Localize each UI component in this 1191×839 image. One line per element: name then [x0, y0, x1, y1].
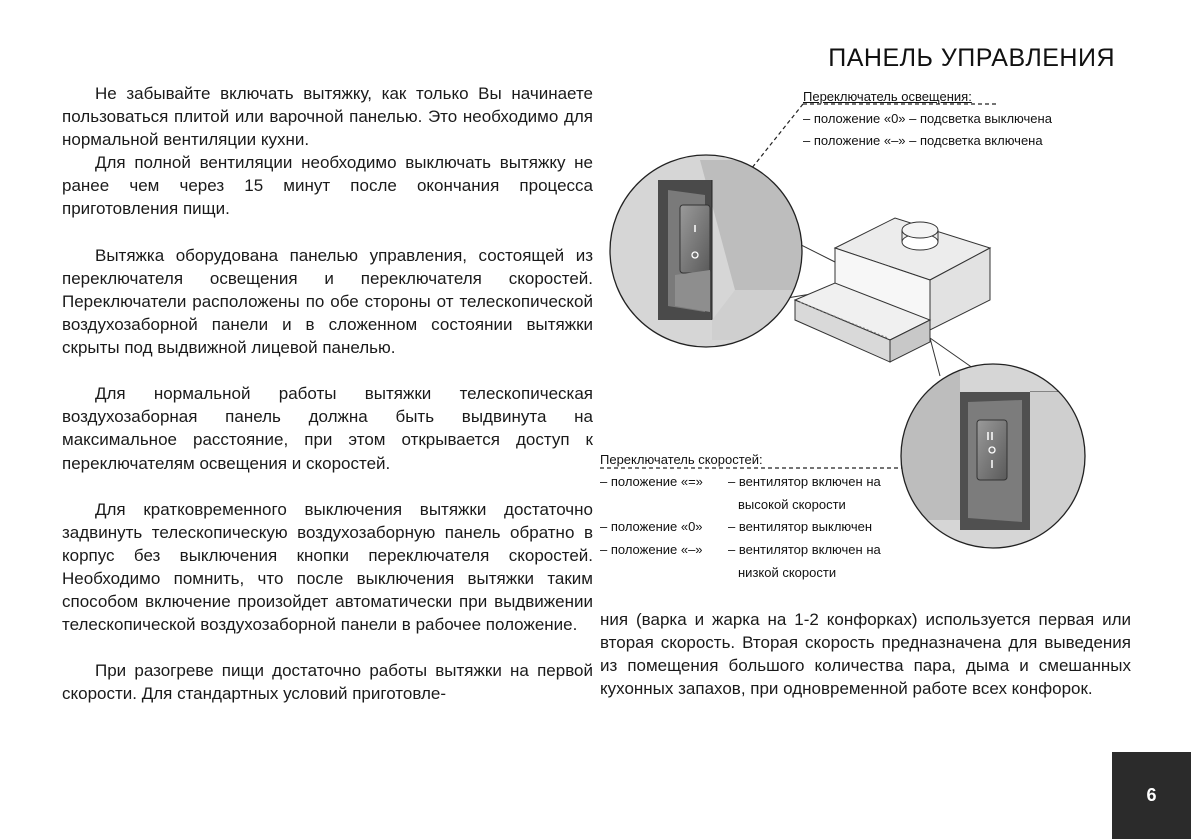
speed-switch-zoom: [895, 360, 1095, 560]
paragraph-1: Не забывайте включать вытяжку, как только Вы начинаете пользоваться плитой или варочной панелью. Это необходимо для нормальной вентиляции кухни.: [62, 84, 593, 150]
paragraph-6: При разогреве пищи достаточно работы вытяжки на первой скорости. Для стандартных условий приготовле-: [62, 661, 593, 704]
speed-row-low: – положение «–» – вентилятор включен на: [600, 542, 881, 557]
light-switch-caption: [803, 86, 1052, 152]
paragraph-5: Для кратковременного выключения вытяжки достаточно задвинуть телескопическую воздухозаборную панель обратно в корпус без выключения кнопки переключателя скоростей. Необходимо помнить, что после выключения вытяжки таким способом включение произойдет автоматически при выдвижении телескопической воздухозаборной панели в рабочее положение.: [62, 499, 593, 635]
paragraph-7: ния (варка и жарка на 1-2 конфорках) используется первая или вторая скорость. Вторая скорость предназначена для выведения из помещения большого количества пара, дыма и смешанных кухонных запахов, при одновременной работе всех конфорок.: [600, 610, 1131, 699]
speed-switch-title: Переключатель скоростей:: [600, 452, 763, 467]
page-number: 6: [1112, 752, 1191, 839]
paragraph-3: Вытяжка оборудована панелью управления, состоящей из переключателя освещения и переключателя скоростей. Переключатели расположены по обе стороны от телескопической воздухозаборной панели и в сложенном состоянии вытяжки скрыты под выдвижной лицевой панелью.: [62, 245, 593, 358]
light-switch-line-1: – положение «0» – подсветка выключена: [803, 111, 1052, 126]
page-title: ПАНЕЛЬ УПРАВЛЕНИЯ: [828, 44, 1115, 72]
light-switch-line-2: – положение «–» – подсветка включена: [803, 133, 1043, 148]
light-switch-zoom: [600, 150, 820, 360]
paragraph-2: Для полной вентиляции необходимо выключать вытяжку не ранее чем через 15 минут после окончания процесса приготовления пищи.: [62, 153, 593, 219]
speed-row-off: – положение «0» – вентилятор выключен: [600, 519, 873, 534]
light-switch-title: Переключатель освещения:: [803, 89, 972, 104]
paragraph-4: Для нормальной работы вытяжки телескопическая воздухозаборная панель должна быть выдвинута на максимальное расстояние, при этом открывается доступ к переключателям освещения и скоростей.: [62, 384, 593, 473]
speed-row-high-cont: высокой скорости: [738, 497, 846, 512]
speed-row-low-cont: низкой скорости: [738, 565, 837, 580]
range-hood-body: [795, 218, 990, 362]
speed-row-high: – положение «=» – вентилятор включен на: [600, 474, 881, 489]
